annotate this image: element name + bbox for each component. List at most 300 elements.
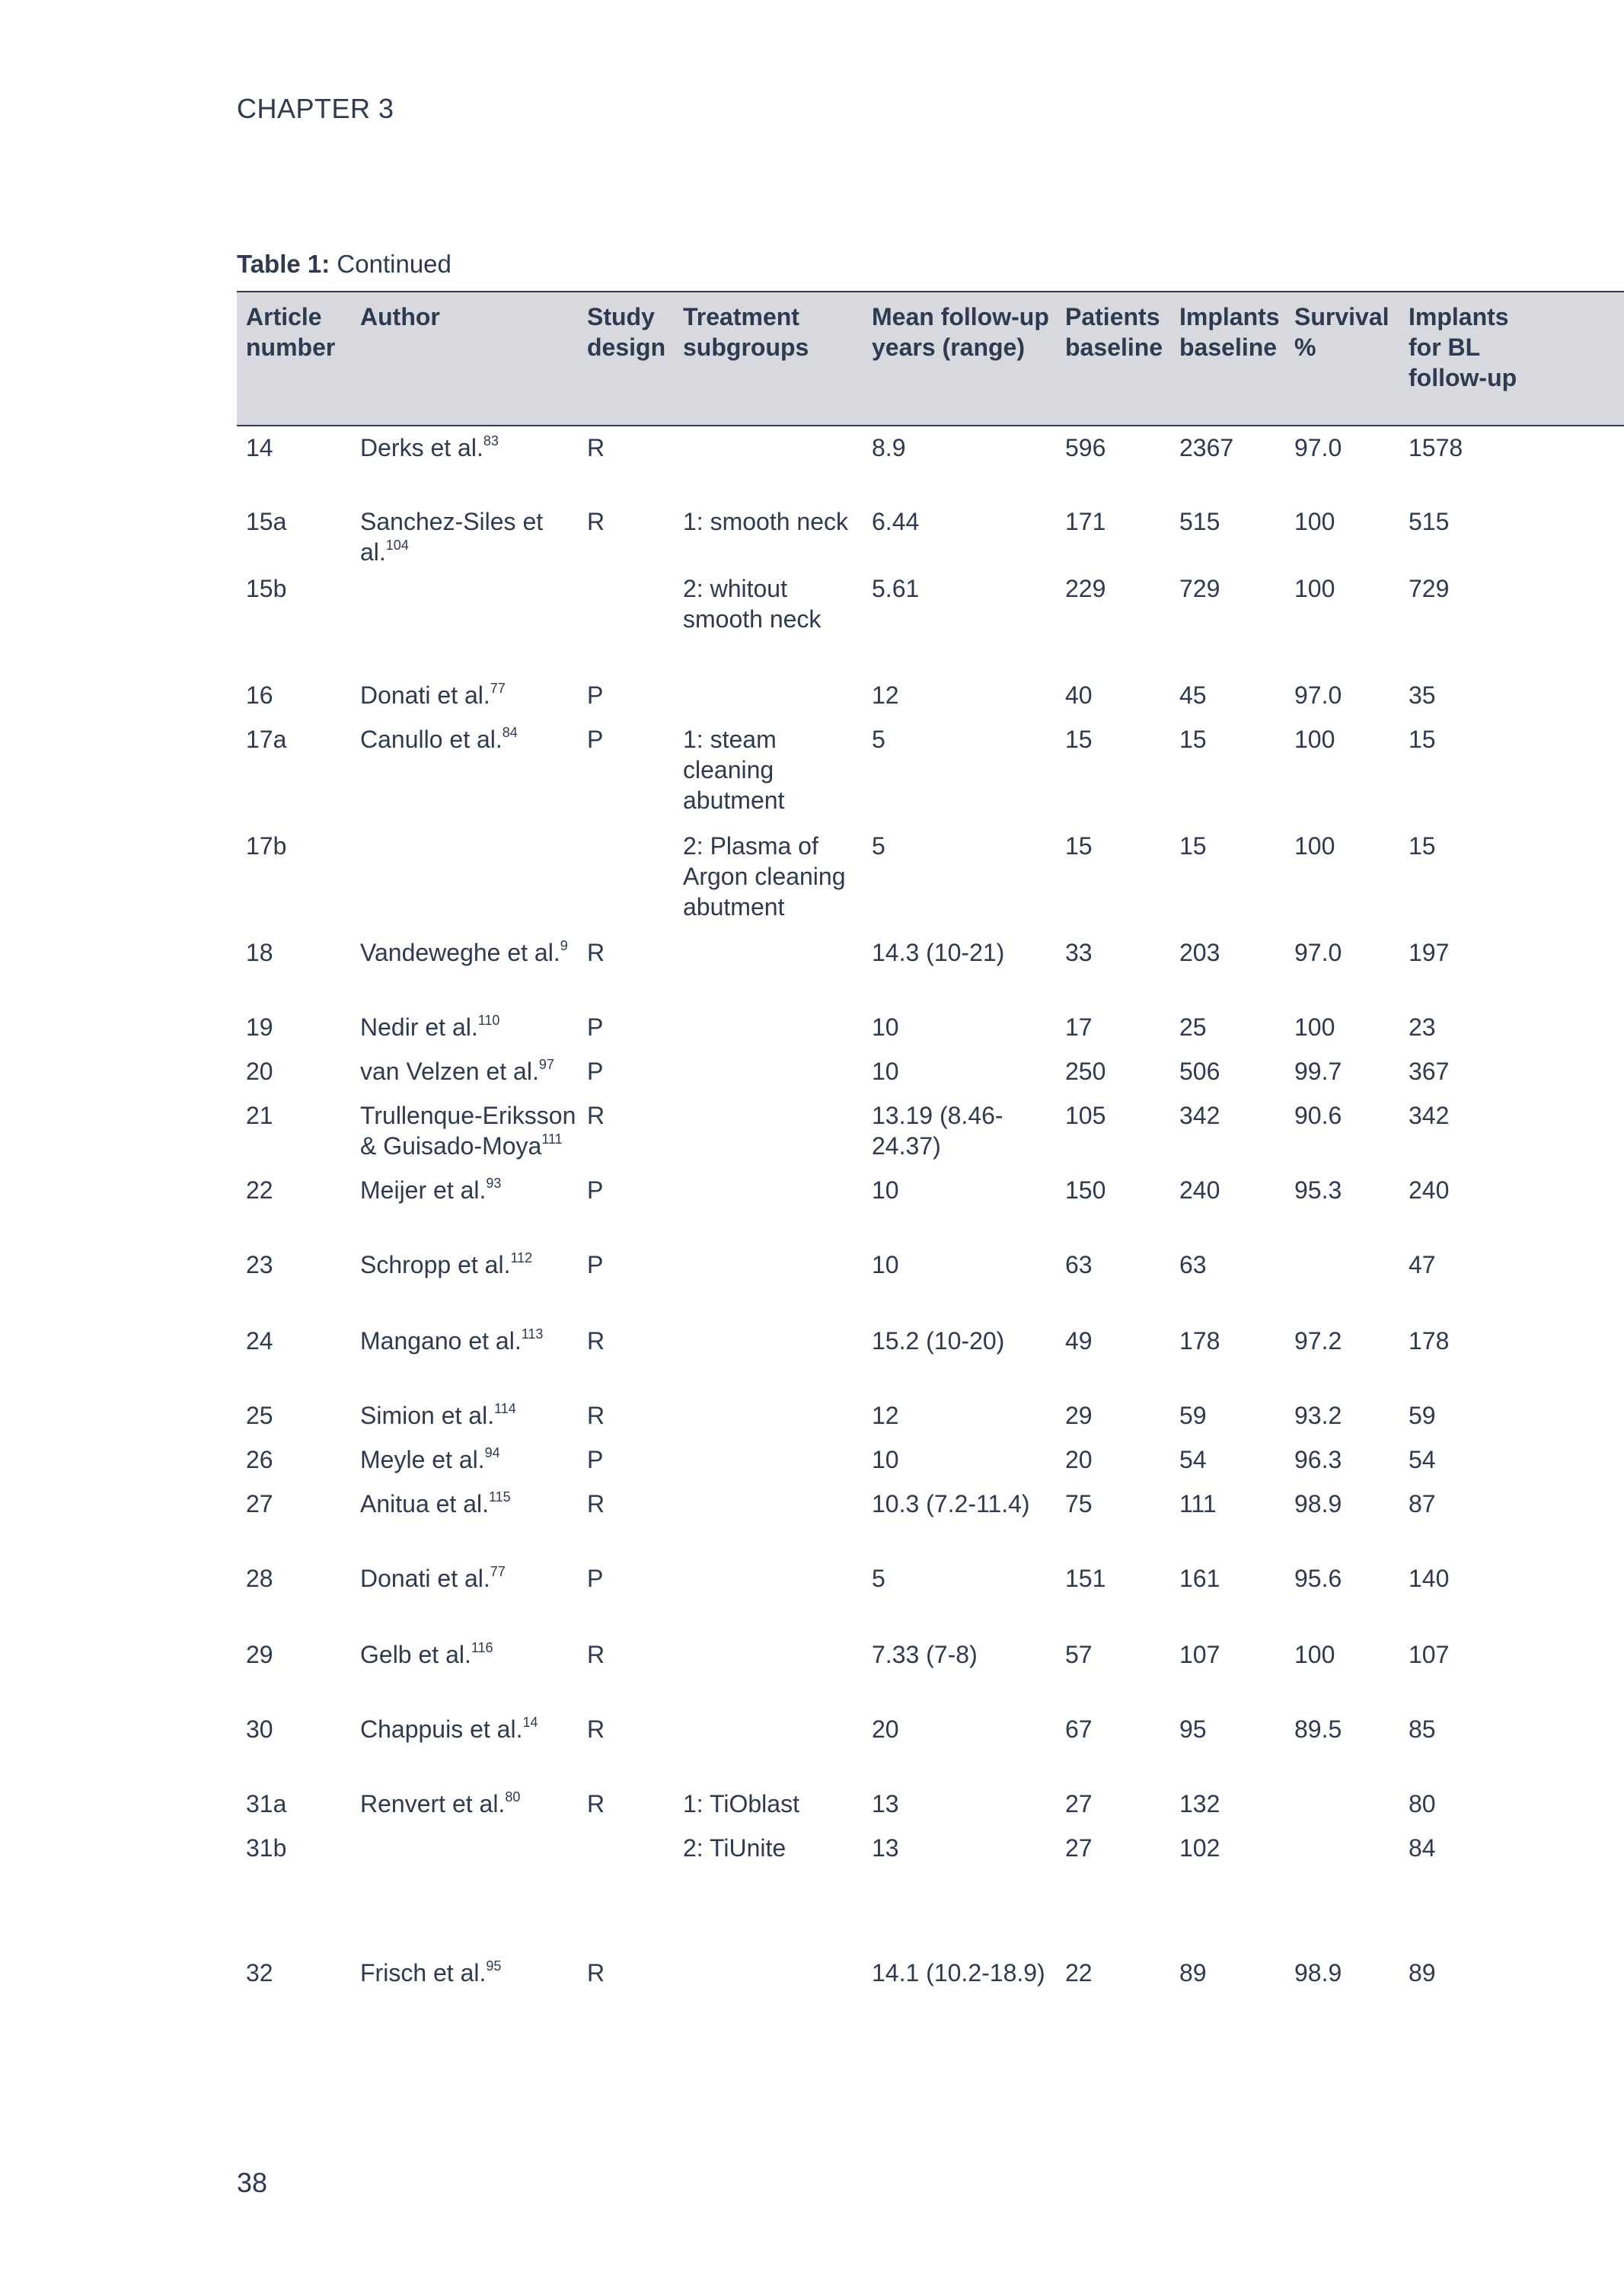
- cell-text: Canullo et al.: [360, 726, 503, 753]
- cell-text: 17a: [246, 726, 287, 753]
- cell-text: 17b: [246, 832, 287, 860]
- cell-text: 5: [872, 726, 885, 753]
- cell-text: 1: TiOblast: [683, 1790, 799, 1817]
- cell-subgroup: [674, 1169, 863, 1243]
- cell-num: [237, 1243, 351, 1320]
- cell-design: [578, 1394, 674, 1438]
- header-row: [237, 292, 1624, 426]
- cell-text: 95.6: [1294, 1565, 1342, 1592]
- cell-patients: [1056, 426, 1170, 500]
- cell-num: [237, 1320, 351, 1394]
- cell-text: R: [587, 1402, 605, 1429]
- cell-text: P: [587, 1251, 604, 1278]
- cell-text: P: [587, 1013, 604, 1041]
- cell-patients: [1056, 931, 1170, 1006]
- cell-text: 15a: [246, 508, 287, 535]
- cell-text: 29: [1065, 1402, 1093, 1429]
- cell-implants: [1170, 1050, 1285, 1094]
- cell-implants: [1170, 1006, 1285, 1050]
- table-row: [237, 674, 1624, 718]
- cell-text: 15: [1179, 726, 1207, 753]
- cell-design: [578, 674, 674, 718]
- cell-design: [578, 1633, 674, 1708]
- cell-bl: [1399, 1438, 1624, 1482]
- cell-followup: [863, 1557, 1056, 1633]
- cell-patients: [1056, 718, 1170, 825]
- cell-survival: [1285, 674, 1399, 718]
- cell-text: Nedir et al.: [360, 1013, 478, 1041]
- cell-text: 25: [1179, 1013, 1207, 1041]
- cell-author: [351, 567, 578, 674]
- cell-followup: [863, 1006, 1056, 1050]
- table-row: [237, 1006, 1624, 1050]
- cell-patients: [1056, 1633, 1170, 1708]
- cell-text: 13: [872, 1790, 899, 1817]
- cell-text: 5: [872, 832, 885, 860]
- cell-implants: [1170, 1243, 1285, 1320]
- cell-design: [578, 718, 674, 825]
- cell-text: 85: [1409, 1715, 1436, 1743]
- reference-superscript: 112: [510, 1250, 533, 1265]
- cell-survival: [1285, 825, 1399, 931]
- col-survival-header: [1285, 292, 1399, 426]
- cell-text: R: [587, 1102, 605, 1129]
- cell-survival: [1285, 1320, 1399, 1394]
- cell-bl: [1399, 1243, 1624, 1320]
- cell-design: [578, 500, 674, 567]
- cell-author: [351, 1782, 578, 1827]
- cell-text: 100: [1294, 726, 1335, 753]
- cell-survival: [1285, 1708, 1399, 1782]
- cell-text: 197: [1409, 939, 1450, 966]
- cell-survival: [1285, 426, 1399, 500]
- cell-followup: [863, 1782, 1056, 1827]
- cell-text: 729: [1409, 575, 1450, 602]
- table-row: [237, 1050, 1624, 1094]
- cell-text: 24: [246, 1327, 273, 1355]
- cell-text: P: [587, 1446, 604, 1473]
- cell-subgroup: [674, 1050, 863, 1094]
- col-mean-followup-header: [863, 292, 1056, 426]
- table-row: [237, 426, 1624, 500]
- cell-text: 63: [1179, 1251, 1207, 1278]
- cell-text: 14: [246, 434, 273, 461]
- cell-bl: [1399, 931, 1624, 1006]
- cell-text: 25: [246, 1402, 273, 1429]
- cell-subgroup: [674, 1438, 863, 1482]
- cell-text: 240: [1409, 1176, 1450, 1204]
- cell-followup: [863, 1094, 1056, 1169]
- header-line: follow-up: [1409, 364, 1517, 391]
- cell-text: Sanchez-Siles et al.: [360, 508, 544, 566]
- cell-text: 13.19 (8.46-24.37): [872, 1102, 1003, 1160]
- cell-text: 15: [1065, 832, 1093, 860]
- cell-subgroup: [674, 674, 863, 718]
- reference-superscript: 111: [541, 1131, 563, 1147]
- cell-text: 342: [1179, 1102, 1220, 1129]
- cell-survival: [1285, 931, 1399, 1006]
- cell-author: [351, 1438, 578, 1482]
- cell-followup: [863, 1243, 1056, 1320]
- cell-text: 12: [872, 681, 899, 709]
- cell-patients: [1056, 1169, 1170, 1243]
- cell-subgroup: [674, 500, 863, 567]
- cell-text: P: [587, 681, 604, 709]
- header-line: baseline: [1179, 333, 1278, 361]
- cell-implants: [1170, 1438, 1285, 1482]
- reference-superscript: 114: [494, 1401, 516, 1416]
- col-author-header: [351, 292, 578, 426]
- cell-subgroup: [674, 567, 863, 674]
- cell-text: R: [587, 939, 605, 966]
- cell-followup: [863, 567, 1056, 674]
- header-line: baseline: [1065, 333, 1163, 361]
- cell-text: 22: [1065, 1959, 1093, 1987]
- table-row: [237, 1952, 1624, 2028]
- cell-text: 87: [1409, 1490, 1436, 1517]
- cell-text: 23: [1409, 1013, 1436, 1041]
- cell-implants: [1170, 1482, 1285, 1557]
- cell-text: P: [587, 1565, 604, 1592]
- cell-bl: [1399, 1006, 1624, 1050]
- cell-text: 26: [246, 1446, 273, 1473]
- cell-patients: [1056, 1827, 1170, 1952]
- cell-author: [351, 1827, 578, 1952]
- col-patients-baseline-header: [1056, 292, 1170, 426]
- cell-num: [237, 1394, 351, 1438]
- cell-author: [351, 1557, 578, 1633]
- cell-bl: [1399, 1557, 1624, 1633]
- cell-design: [578, 931, 674, 1006]
- cell-patients: [1056, 1094, 1170, 1169]
- cell-survival: [1285, 500, 1399, 567]
- cell-bl: [1399, 1094, 1624, 1169]
- cell-followup: [863, 1050, 1056, 1094]
- cell-num: [237, 674, 351, 718]
- cell-patients: [1056, 1243, 1170, 1320]
- cell-subgroup: [674, 1952, 863, 2028]
- cell-text: R: [587, 1490, 605, 1517]
- table-row: [237, 1827, 1624, 1952]
- cell-bl: [1399, 567, 1624, 674]
- cell-author: [351, 718, 578, 825]
- cell-text: 229: [1065, 575, 1106, 602]
- cell-bl: [1399, 426, 1624, 500]
- cell-subgroup: [674, 1782, 863, 1827]
- cell-text: Gelb et al.: [360, 1641, 471, 1668]
- cell-text: 21: [246, 1102, 273, 1129]
- header-line: number: [246, 333, 336, 361]
- cell-text: 515: [1179, 508, 1220, 535]
- cell-text: 54: [1409, 1446, 1436, 1473]
- cell-num: [237, 1557, 351, 1633]
- cell-text: 80: [1409, 1790, 1436, 1817]
- cell-followup: [863, 931, 1056, 1006]
- cell-text: 203: [1179, 939, 1220, 966]
- cell-implants: [1170, 500, 1285, 567]
- cell-survival: [1285, 1394, 1399, 1438]
- reference-superscript: 80: [505, 1789, 521, 1805]
- cell-design: [578, 1006, 674, 1050]
- cell-text: P: [587, 1058, 604, 1085]
- cell-author: [351, 500, 578, 567]
- cell-design: [578, 1050, 674, 1094]
- cell-text: 75: [1065, 1490, 1093, 1517]
- cell-bl: [1399, 674, 1624, 718]
- table-header: [237, 292, 1624, 426]
- cell-text: 84: [1409, 1834, 1436, 1862]
- reference-superscript: 9: [560, 938, 568, 953]
- cell-text: 150: [1065, 1176, 1106, 1204]
- cell-text: 10: [872, 1446, 899, 1473]
- cell-implants: [1170, 1827, 1285, 1952]
- header-line: for BL: [1409, 333, 1481, 361]
- cell-subgroup: [674, 1827, 863, 1952]
- table-row: [237, 1782, 1624, 1827]
- cell-survival: [1285, 1438, 1399, 1482]
- cell-text: R: [587, 1959, 605, 1987]
- cell-text: 15: [1179, 832, 1207, 860]
- cell-text: 10.3 (7.2-11.4): [872, 1490, 1030, 1517]
- cell-survival: [1285, 1094, 1399, 1169]
- cell-text: 14.1 (10.2-18.9): [872, 1959, 1045, 1987]
- cell-patients: [1056, 1782, 1170, 1827]
- cell-text: 132: [1179, 1790, 1220, 1817]
- cell-survival: [1285, 1006, 1399, 1050]
- cell-text: 2: Plasma of Argon cleaning abutment: [683, 832, 846, 921]
- cell-text: 240: [1179, 1176, 1220, 1204]
- cell-text: 729: [1179, 575, 1220, 602]
- col-implants-baseline-header: [1170, 292, 1285, 426]
- cell-text: 89: [1179, 1959, 1207, 1987]
- cell-followup: [863, 1952, 1056, 2028]
- caption-label: Table 1:: [237, 250, 330, 278]
- cell-bl: [1399, 1169, 1624, 1243]
- cell-followup: [863, 1320, 1056, 1394]
- cell-followup: [863, 674, 1056, 718]
- cell-subgroup: [674, 1708, 863, 1782]
- reference-superscript: 97: [538, 1057, 554, 1072]
- reference-superscript: 77: [490, 681, 506, 696]
- cell-text: 49: [1065, 1327, 1093, 1355]
- cell-text: 2: TiUnite: [683, 1834, 786, 1862]
- cell-author: [351, 1243, 578, 1320]
- cell-text: R: [587, 1641, 605, 1668]
- cell-text: 59: [1409, 1402, 1436, 1429]
- cell-text: 8.9: [872, 434, 906, 461]
- cell-text: 250: [1065, 1058, 1106, 1085]
- cell-implants: [1170, 674, 1285, 718]
- data-table: [237, 291, 1624, 2028]
- cell-implants: [1170, 1557, 1285, 1633]
- cell-design: [578, 1438, 674, 1482]
- table-row: [237, 825, 1624, 931]
- cell-text: 151: [1065, 1565, 1106, 1592]
- cell-followup: [863, 1394, 1056, 1438]
- table-row: [237, 931, 1624, 1006]
- caption-text: Continued: [330, 250, 451, 278]
- cell-text: 171: [1065, 508, 1106, 535]
- table-row: [237, 1243, 1624, 1320]
- cell-text: 95: [1179, 1715, 1207, 1743]
- cell-patients: [1056, 1438, 1170, 1482]
- cell-text: 2: whitout smooth neck: [683, 575, 822, 633]
- cell-text: 178: [1179, 1327, 1220, 1355]
- cell-author: [351, 931, 578, 1006]
- cell-text: 14.3 (10-21): [872, 939, 1005, 966]
- cell-text: 6.44: [872, 508, 920, 535]
- cell-text: 35: [1409, 681, 1436, 709]
- cell-patients: [1056, 1006, 1170, 1050]
- cell-bl: [1399, 1320, 1624, 1394]
- cell-bl: [1399, 500, 1624, 567]
- cell-text: 93.2: [1294, 1402, 1342, 1429]
- cell-author: [351, 1633, 578, 1708]
- table-row: [237, 1708, 1624, 1782]
- cell-author: [351, 1394, 578, 1438]
- cell-followup: [863, 1169, 1056, 1243]
- cell-text: 7.33 (7-8): [872, 1641, 978, 1668]
- table-row: [237, 1633, 1624, 1708]
- cell-subgroup: [674, 1394, 863, 1438]
- cell-text: 97.2: [1294, 1327, 1342, 1355]
- cell-bl: [1399, 1952, 1624, 2028]
- cell-num: [237, 567, 351, 674]
- col-treatment-subgroups-header: [674, 292, 863, 426]
- cell-implants: [1170, 1708, 1285, 1782]
- cell-text: 100: [1294, 575, 1335, 602]
- cell-subgroup: [674, 825, 863, 931]
- cell-bl: [1399, 1708, 1624, 1782]
- cell-text: 111: [1179, 1490, 1217, 1517]
- cell-design: [578, 1169, 674, 1243]
- cell-text: 98.9: [1294, 1959, 1342, 1987]
- cell-text: 67: [1065, 1715, 1093, 1743]
- cell-text: 45: [1179, 681, 1207, 709]
- page-number: 38: [237, 2167, 268, 2198]
- cell-survival: [1285, 1169, 1399, 1243]
- cell-text: 97.0: [1294, 681, 1342, 709]
- cell-text: 32: [246, 1959, 273, 1987]
- reference-superscript: 84: [502, 725, 518, 740]
- cell-implants: [1170, 1320, 1285, 1394]
- reference-superscript: 110: [477, 1013, 500, 1028]
- cell-text: Mangano et al.: [360, 1327, 522, 1355]
- cell-text: 100: [1294, 1641, 1335, 1668]
- cell-text: 10: [872, 1176, 899, 1204]
- cell-design: [578, 567, 674, 674]
- cell-text: 22: [246, 1176, 273, 1204]
- cell-num: [237, 1438, 351, 1482]
- cell-text: Meyle et al.: [360, 1446, 485, 1473]
- cell-num: [237, 1050, 351, 1094]
- cell-text: 27: [1065, 1790, 1093, 1817]
- cell-text: 18: [246, 939, 273, 966]
- cell-bl: [1399, 1394, 1624, 1438]
- table-row: [237, 1557, 1624, 1633]
- cell-text: 515: [1409, 508, 1450, 535]
- cell-patients: [1056, 825, 1170, 931]
- cell-design: [578, 1782, 674, 1827]
- header-line: Patients: [1065, 303, 1160, 330]
- cell-num: [237, 1482, 351, 1557]
- cell-text: Derks et al.: [360, 434, 483, 461]
- cell-author: [351, 1094, 578, 1169]
- cell-subgroup: [674, 1320, 863, 1394]
- header-line: Implants: [1409, 303, 1509, 330]
- reference-superscript: 116: [471, 1640, 493, 1655]
- header-line: Treatment: [683, 303, 799, 330]
- cell-text: 506: [1179, 1058, 1220, 1085]
- cell-num: [237, 1006, 351, 1050]
- cell-text: R: [587, 1327, 605, 1355]
- cell-text: 29: [246, 1641, 273, 1668]
- cell-subgroup: [674, 718, 863, 825]
- reference-superscript: 93: [486, 1176, 502, 1191]
- cell-text: R: [587, 434, 605, 461]
- cell-bl: [1399, 1633, 1624, 1708]
- cell-bl: [1399, 1827, 1624, 1952]
- cell-bl: [1399, 1782, 1624, 1827]
- cell-design: [578, 1243, 674, 1320]
- cell-survival: [1285, 1827, 1399, 1952]
- cell-text: 10: [872, 1058, 899, 1085]
- table-row: [237, 1094, 1624, 1169]
- cell-bl: [1399, 825, 1624, 931]
- cell-num: [237, 1782, 351, 1827]
- cell-text: Donati et al.: [360, 681, 490, 709]
- cell-design: [578, 1094, 674, 1169]
- cell-bl: [1399, 1050, 1624, 1094]
- cell-subgroup: [674, 1094, 863, 1169]
- cell-num: [237, 500, 351, 567]
- cell-followup: [863, 500, 1056, 567]
- cell-num: [237, 1633, 351, 1708]
- table-row: [237, 1438, 1624, 1482]
- cell-text: 96.3: [1294, 1446, 1342, 1473]
- cell-implants: [1170, 567, 1285, 674]
- cell-patients: [1056, 1050, 1170, 1094]
- cell-text: 33: [1065, 939, 1093, 966]
- cell-survival: [1285, 1782, 1399, 1827]
- cell-num: [237, 1952, 351, 2028]
- cell-text: 89.5: [1294, 1715, 1342, 1743]
- cell-text: 27: [1065, 1834, 1093, 1862]
- cell-text: Anitua et al.: [360, 1490, 489, 1517]
- cell-survival: [1285, 718, 1399, 825]
- cell-author: [351, 1169, 578, 1243]
- cell-patients: [1056, 1320, 1170, 1394]
- header-line: Study: [587, 303, 655, 330]
- cell-author: [351, 825, 578, 931]
- cell-text: 20: [872, 1715, 899, 1743]
- cell-text: 5: [872, 1565, 885, 1592]
- cell-text: 178: [1409, 1327, 1450, 1355]
- reference-superscript: 115: [489, 1489, 511, 1505]
- cell-author: [351, 426, 578, 500]
- cell-author: [351, 1482, 578, 1557]
- cell-survival: [1285, 1243, 1399, 1320]
- cell-text: 367: [1409, 1058, 1450, 1085]
- cell-text: 17: [1065, 1013, 1093, 1041]
- cell-text: 107: [1409, 1641, 1450, 1668]
- cell-bl: [1399, 1482, 1624, 1557]
- cell-text: 100: [1294, 1013, 1335, 1041]
- cell-implants: [1170, 1169, 1285, 1243]
- cell-text: 10: [872, 1013, 899, 1041]
- cell-bl: [1399, 718, 1624, 825]
- cell-num: [237, 718, 351, 825]
